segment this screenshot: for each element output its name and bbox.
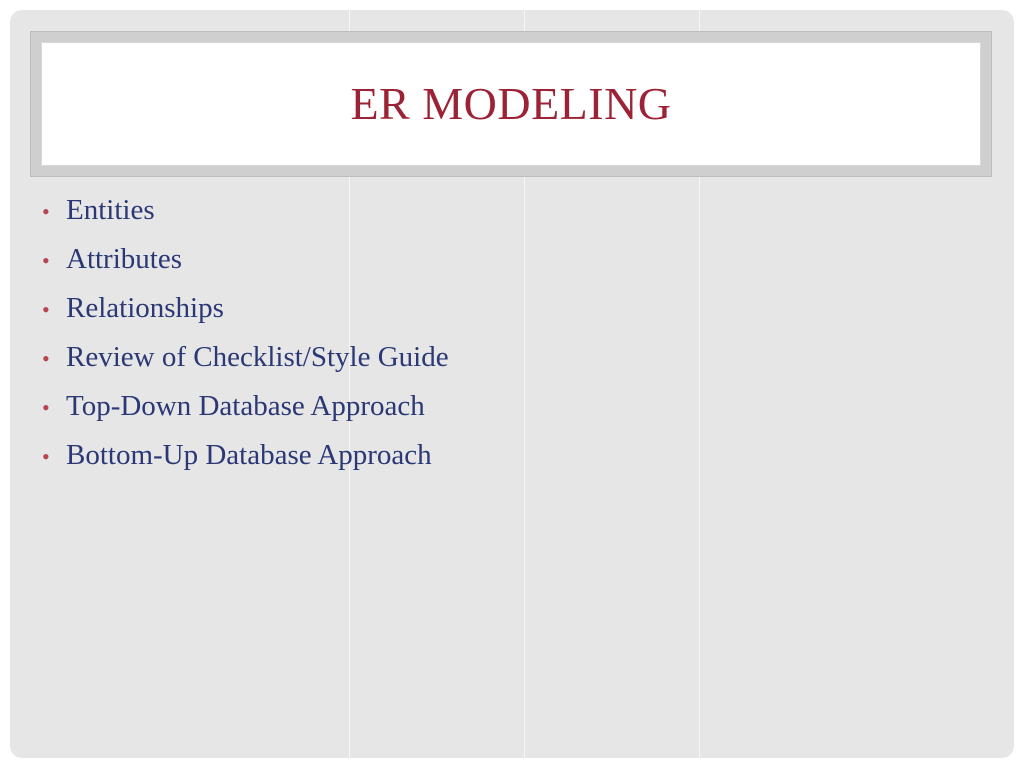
bullet-text: Top-Down Database Approach [66,390,425,422]
list-item [34,439,449,488]
bullet-text: Bottom-Up Database Approach [66,439,432,471]
list-item [34,292,449,341]
list-item [34,390,449,439]
bullet-icon: • [42,199,50,224]
bullet-icon: • [42,444,50,469]
list-item [34,341,449,390]
bullet-icon: • [42,346,50,371]
title-box [41,42,981,166]
slide [10,10,1014,758]
list-item [34,194,449,243]
bullet-text: Relationships [66,292,224,324]
bullet-text: Review of Checklist/Style Guide [66,341,449,373]
bullet-list [34,194,449,488]
bullet-icon: • [42,297,50,322]
bullet-text: Attributes [66,243,182,275]
slide-title: ER MODELING [350,78,672,129]
bullet-text: Entities [66,194,155,226]
bullet-icon: • [42,248,50,273]
bullet-icon: • [42,395,50,420]
title-frame [30,31,992,177]
list-item [34,243,449,292]
